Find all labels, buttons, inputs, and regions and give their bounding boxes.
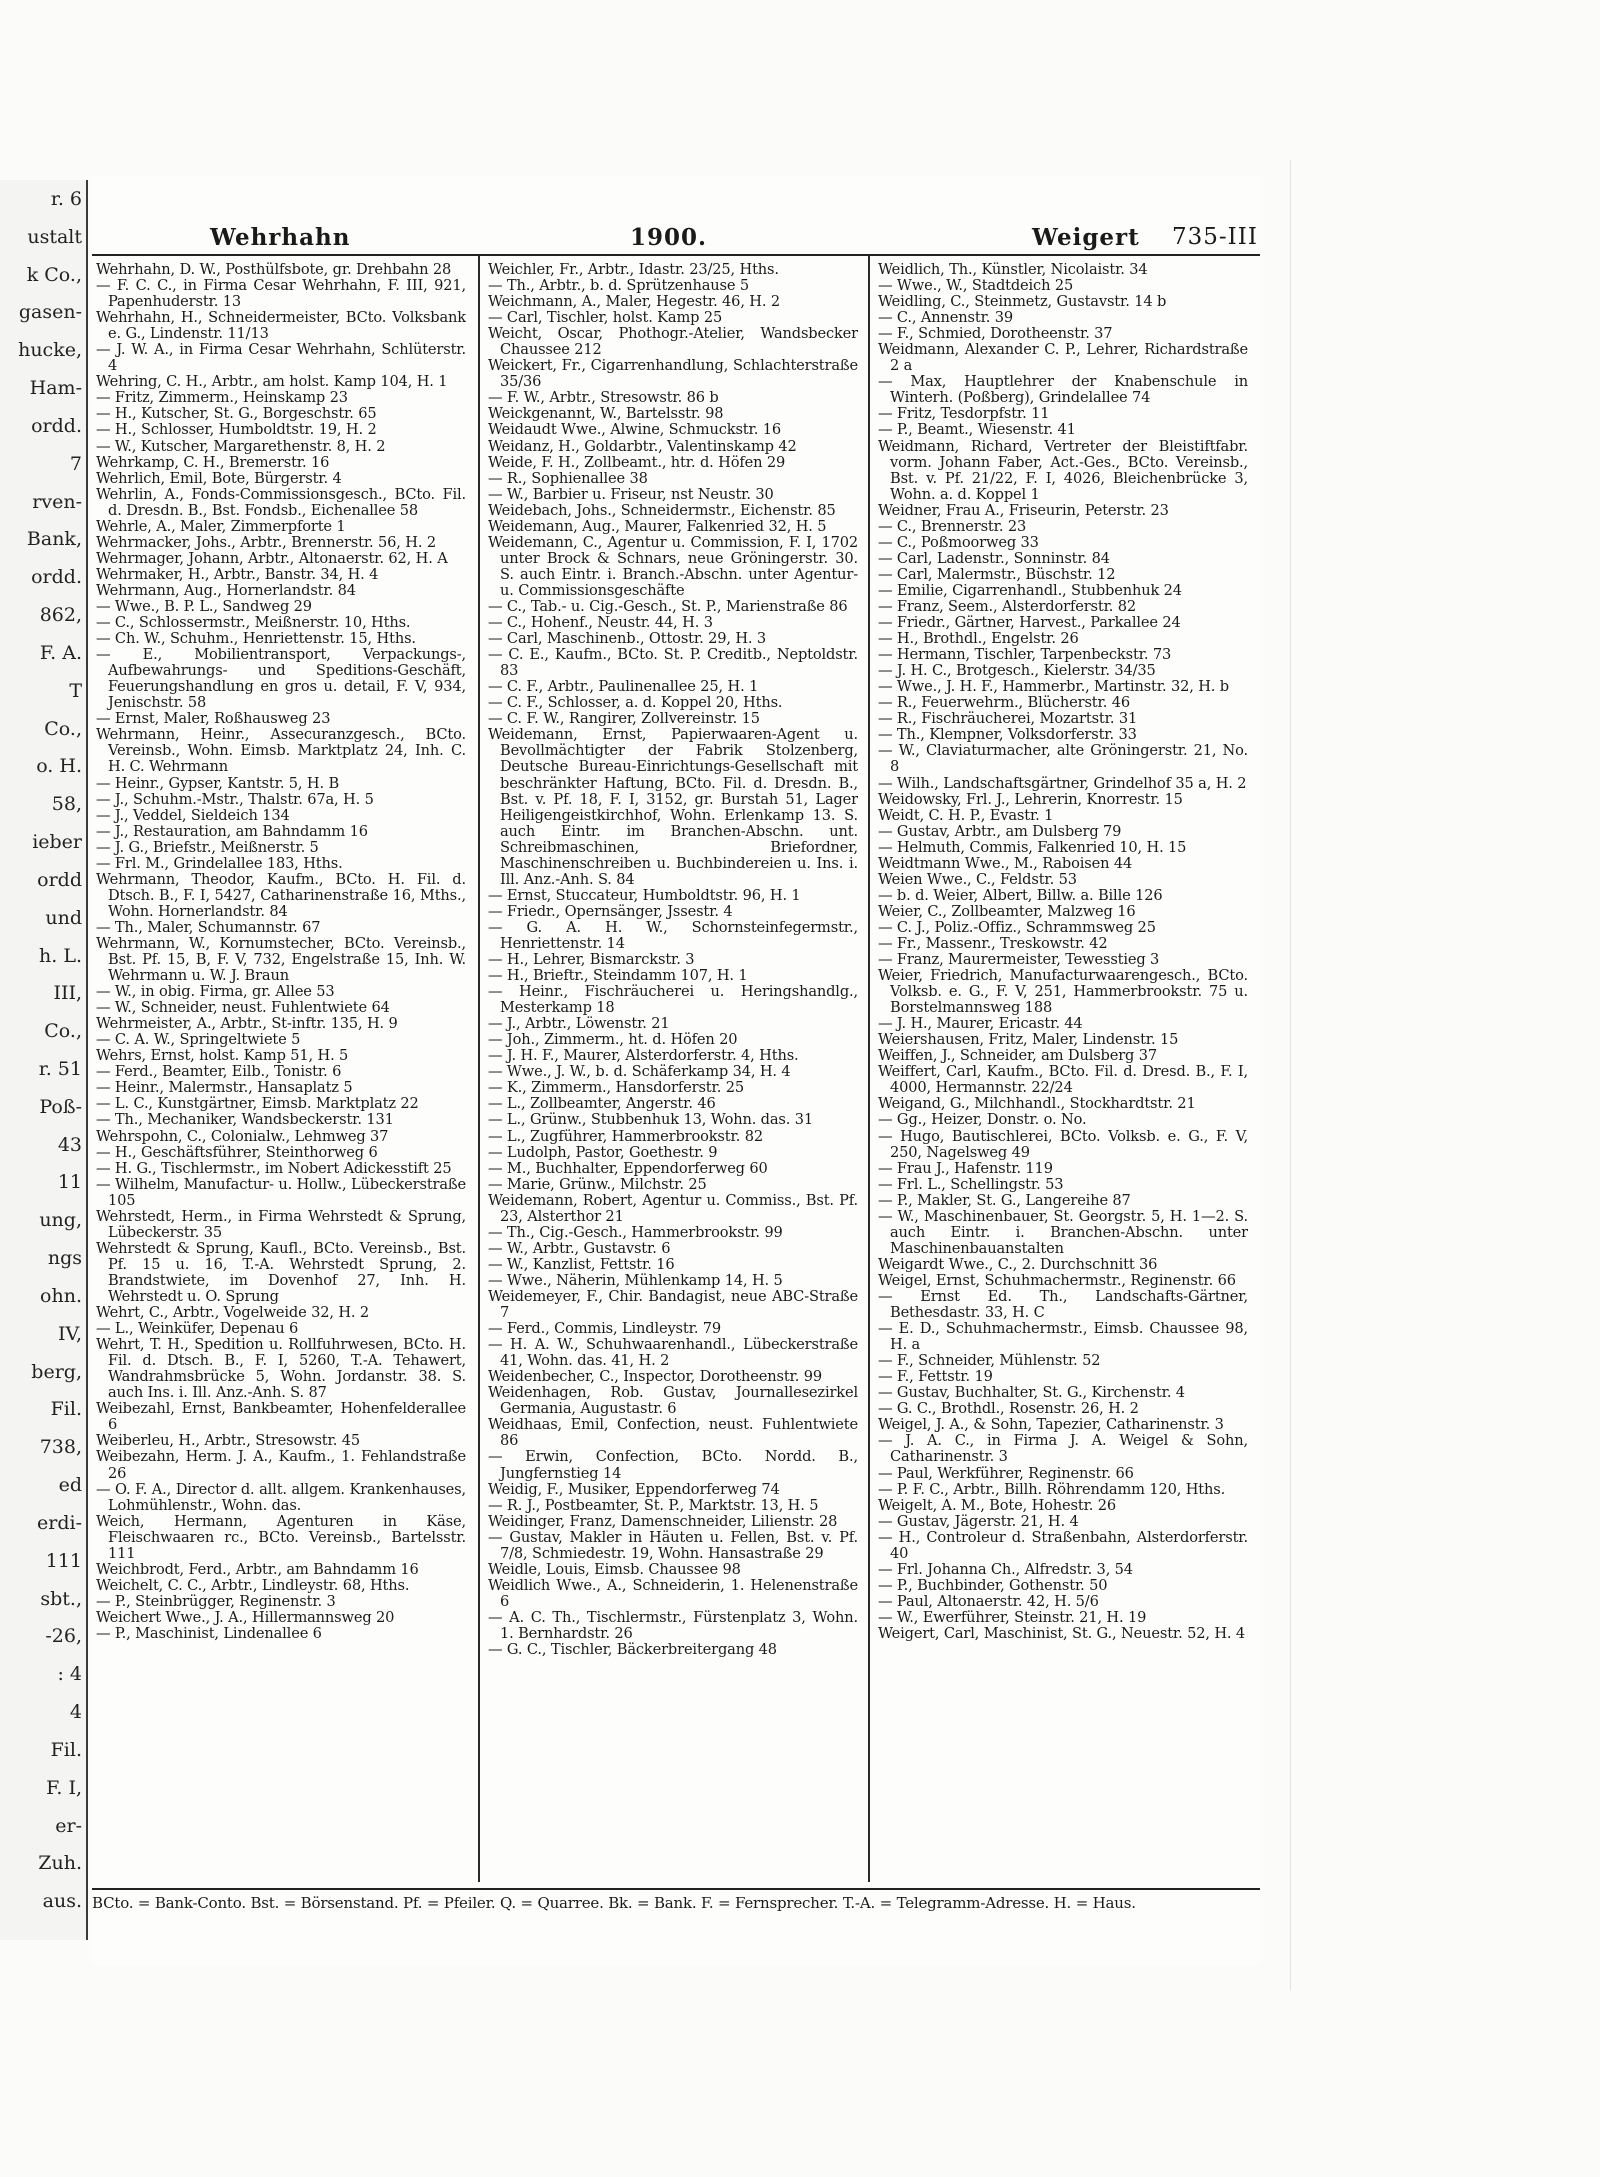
edge-fragment: Zuh.	[38, 1852, 82, 1874]
edge-fragment: ordd.	[31, 566, 82, 588]
column-rule	[868, 256, 870, 1882]
directory-entry: Weidt, C. H. P., Evastr. 1	[878, 806, 1054, 824]
edge-fragment: er-	[55, 1815, 82, 1837]
directory-entry: — H. A. W., Schuhwaarenhandl., Lübeckerstraße 41, Wohn. das. 41, H. 2	[488, 1336, 858, 1370]
directory-entry: — Heinr., Gypser, Kantstr. 5, H. B	[96, 774, 340, 792]
directory-entry: — Th., Klempner, Volksdorferstr. 33	[878, 726, 1137, 744]
directory-entry: — C., Tab.- u. Cig.-Gesch., St. P., Marienstraße 86	[488, 597, 848, 615]
directory-entry: — P. F. C., Arbtr., Billh. Röhrendamm 120, Hths.	[878, 1480, 1226, 1498]
directory-entry: — E., Mobilientransport, Verpackungs-, Aufbewahrungs- und Speditions-Geschäft, Feuerungshandlung en gros u. detail, F. V, 934, Jenischstr. 58	[96, 646, 466, 712]
edge-fragment: ngs	[47, 1247, 82, 1269]
directory-entry: — Franz, Seem., Alsterdorferstr. 82	[878, 597, 1137, 615]
directory-entry: — C., Schlossermstr., Meißnerstr. 10, Hths.	[96, 614, 411, 632]
directory-entry: — Friedr., Opernsänger, Jssestr. 4	[488, 902, 733, 920]
edge-fragment: ordd	[37, 869, 82, 891]
directory-entry: — Th., Mechaniker, Wandsbeckerstr. 131	[96, 1111, 394, 1129]
directory-entry: Weidtmann Wwe., M., Raboisen 44	[878, 854, 1133, 872]
directory-entry: — Frl. L., Schellingstr. 53	[878, 1175, 1064, 1193]
directory-entry: Weidinger, Franz, Damenschneider, Lilienstr. 28	[488, 1512, 838, 1530]
directory-entry: Wehrmeister, A., Arbtr., St-inftr. 135, H. 9	[96, 1015, 398, 1033]
edge-fragment: Bank,	[26, 528, 82, 550]
directory-entry: — Fritz, Tesdorpfstr. 11	[878, 405, 1050, 423]
edge-fragment: -26,	[45, 1625, 82, 1647]
directory-entry: — Th., Arbtr., b. d. Sprützenhause 5	[488, 277, 749, 295]
directory-entry: — L., Grünw., Stubbenhuk 13, Wohn. das. 31	[488, 1111, 814, 1129]
edge-fragment: 738,	[39, 1436, 82, 1458]
directory-entry: Weien Wwe., C., Feldstr. 53	[878, 870, 1077, 888]
directory-entry: — W., Schneider, neust. Fuhlentwiete 64	[96, 999, 390, 1017]
directory-entry: — Marie, Grünw., Milchstr. 25	[488, 1175, 707, 1193]
directory-entry: — Frau J., Hafenstr. 119	[878, 1159, 1053, 1177]
edge-fragment: erdi-	[37, 1512, 82, 1534]
directory-entry: Wehrt, C., Arbtr., Vogelweide 32, H. 2	[96, 1304, 370, 1322]
column-3	[878, 262, 1248, 1878]
directory-entry: — R., Feuerwehrm., Blücherstr. 46	[878, 694, 1130, 712]
directory-entry: Wehrmann, W., Kornumstecher, BCto. Vereinsb., Bst. Pf. 15, B, F. V, 732, Engelstraße 15, Inh. W. Wehrmann u. W. J. Braun	[96, 934, 466, 985]
directory-entry: Weidemann, Aug., Maurer, Falkenried 32, H. 5	[488, 517, 827, 535]
header-last-entry: Weigert	[1032, 224, 1140, 251]
directory-entry: — H., Lehrer, Bismarckstr. 3	[488, 951, 695, 969]
edge-fragment: und	[45, 907, 82, 929]
directory-entry: Weich, Hermann, Agenturen in Käse, Fleischwaaren rc., BCto. Vereinsb., Bartelsstr. 111	[96, 1512, 466, 1562]
directory-entry: — P., Maschinist, Lindenallee 6	[96, 1624, 322, 1642]
directory-entry: — Carl, Ladenstr., Sonninstr. 84	[878, 549, 1110, 567]
directory-page	[92, 176, 1260, 1966]
directory-entry: Weiffert, Carl, Kaufm., BCto. Fil. d. Dresd. B., F. I, 4000, Hermannstr. 22/24	[878, 1063, 1248, 1097]
directory-entry: Wehrhahn, H., Schneidermeister, BCto. Volksbank e. G., Lindenstr. 11/13	[96, 309, 466, 343]
column-2	[488, 262, 858, 1878]
directory-entry: — M., Buchhalter, Eppendorferweg 60	[488, 1159, 768, 1177]
directory-entry: Weiberleu, H., Arbtr., Stresowstr. 45	[96, 1432, 360, 1450]
directory-entry: — J., Schuhm.-Mstr., Thalstr. 67a, H. 5	[96, 790, 374, 808]
directory-entry: Weickgenannt, W., Bartelsstr. 98	[488, 405, 724, 423]
edge-fragment: aus.	[42, 1890, 82, 1912]
edge-fragment: F. I,	[46, 1777, 82, 1799]
directory-entry: Wehrlich, Emil, Bote, Bürgerstr. 4	[96, 469, 342, 487]
edge-fragment: Co.,	[44, 718, 82, 740]
directory-entry: — C. F., Arbtr., Paulinenallee 25, H. 1	[488, 678, 759, 696]
directory-entry: Weidner, Frau A., Friseurin, Peterstr. 23	[878, 501, 1169, 519]
directory-entry: Weibezahn, Herm. J. A., Kaufm., 1. Fehlandstraße 26	[96, 1448, 466, 1482]
directory-entry: Weibezahl, Ernst, Bankbeamter, Hohenfelderallee 6	[96, 1400, 466, 1434]
directory-entry: — Paul, Altonaerstr. 42, H. 5/6	[878, 1592, 1099, 1610]
directory-entry: Weier, Friedrich, Manufacturwaarengesch., BCto. Volksb. e. G., F. V, 251, Hammerbrookstr. 75 u. Borstelmannsweg 188	[878, 967, 1248, 1017]
edge-fragment: o. H.	[36, 755, 82, 777]
directory-entry: — C. F. W., Rangirer, Zollvereinstr. 15	[488, 710, 760, 728]
directory-entry: — Fr., Massenr., Treskowstr. 42	[878, 934, 1108, 952]
directory-entry: — L., Zollbeamter, Angerstr. 46	[488, 1095, 716, 1113]
directory-entry: Weidmann, Richard, Vertreter der Bleistiftfabr. vorm. Johann Faber, Act.-Ges., BCto. Vereinsb., Bst. v. Pf. 21/22, F. I, 4026, Bleichenbrücke 3, Wohn. a. d. Koppel 1	[878, 437, 1248, 503]
edge-fragment: 862,	[39, 604, 82, 626]
directory-entry: — R., Sophienallee 38	[488, 469, 648, 487]
edge-fragment: ordd.	[31, 415, 82, 437]
directory-entry: — F., Schmied, Dorotheenstr. 37	[878, 325, 1113, 343]
directory-entry: Weidle, Louis, Eimsb. Chaussee 98	[488, 1560, 741, 1578]
directory-entry: — G. C., Brothdl., Rosenstr. 26, H. 2	[878, 1400, 1139, 1418]
edge-fragment: 43	[57, 1134, 82, 1156]
directory-entry: — Franz, Maurermeister, Tewesstieg 3	[878, 951, 1160, 969]
directory-entry: Wehrt, T. H., Spedition u. Rollfuhrwesen, BCto. H. Fil. d. Dtsch. B., F. I, 5260, T.-A. Tehawert, Wandrahmsbrücke 5, Wohn. Jordanstr. 38. S. auch Ins. i. Ill. Anz.-Anh. S. 87	[96, 1336, 466, 1402]
directory-entry: — H., Controleur d. Straßenbahn, Alsterdorferstr. 40	[878, 1528, 1248, 1562]
directory-entry: — b. d. Weier, Albert, Billw. a. Bille 126	[878, 886, 1163, 904]
directory-entry: — C., Poßmoorweg 33	[878, 533, 1039, 551]
edge-fragment: r. 6	[50, 188, 82, 210]
directory-entry: — P., Beamt., Wiesenstr. 41	[878, 421, 1076, 439]
directory-entry: Weicht, Oscar, Phothogr.-Atelier, Wandsbecker Chaussee 212	[488, 325, 858, 359]
directory-entry: — W., in obig. Firma, gr. Allee 53	[96, 983, 335, 1001]
directory-entry: Wehrmager, Johann, Arbtr., Altonaerstr. 62, H. A	[96, 549, 448, 567]
directory-entry: Weidaudt Wwe., Alwine, Schmuckstr. 16	[488, 421, 781, 439]
directory-entry: Weidig, F., Musiker, Eppendorferweg 74	[488, 1480, 780, 1498]
directory-entry: — H., Brothdl., Engelstr. 26	[878, 630, 1079, 648]
directory-entry: — E. D., Schuhmachermstr., Eimsb. Chaussee 98, H. a	[878, 1320, 1248, 1354]
directory-entry: Wehrmaker, H., Arbtr., Banstr. 34, H. 4	[96, 565, 379, 583]
directory-entry: — Wwe., J. H. F., Hammerbr., Martinstr. 32, H. b	[878, 678, 1229, 696]
directory-entry: Wehrhahn, D. W., Posthülfsbote, gr. Drehbahn 28	[96, 262, 452, 278]
directory-entry: — H., Schlosser, Humboldtstr. 19, H. 2	[96, 421, 377, 439]
directory-entry: — Friedr., Gärtner, Harvest., Parkallee 24	[878, 614, 1181, 632]
directory-entry: Weiershausen, Fritz, Maler, Lindenstr. 15	[878, 1031, 1179, 1049]
directory-entry: — L. C., Kunstgärtner, Eimsb. Marktplatz 22	[96, 1095, 419, 1113]
directory-entry: — H., Geschäftsführer, Steinthorweg 6	[96, 1143, 378, 1161]
edge-fragment: ieber	[32, 831, 82, 853]
directory-entry: — Wwe., J. W., b. d. Schäferkamp 34, H. 4	[488, 1063, 791, 1081]
directory-entry: Weidowsky, Frl. J., Lehrerin, Knorrestr. 15	[878, 790, 1183, 808]
directory-entry: — W., Kanzlist, Fettstr. 16	[488, 1255, 675, 1273]
page-header	[92, 226, 1260, 256]
directory-entry: Wehrmann, Theodor, Kaufm., BCto. H. Fil. d. Dtsch. B., F. I, 5427, Catharinenstraße 16, Mths., Wohn. Hornerlandstr. 84	[96, 870, 466, 920]
directory-entry: — Gustav, Arbtr., am Dulsberg 79	[878, 822, 1122, 840]
edge-fragment: : 4	[57, 1663, 82, 1685]
directory-entry: Weichmann, A., Maler, Hegestr. 46, H. 2	[488, 293, 780, 311]
directory-entry: — Ernst Ed. Th., Landschafts-Gärtner, Bethesdastr. 33, H. C	[878, 1288, 1248, 1322]
directory-entry: — Emilie, Cigarrenhandl., Stubbenhuk 24	[878, 581, 1182, 599]
directory-entry: Weidlich, Th., Künstler, Nicolaistr. 34	[878, 262, 1148, 278]
directory-entry: — O. F. A., Director d. allt. allgem. Krankenhauses, Lohmühlenstr., Wohn. das.	[96, 1480, 466, 1514]
edge-fragment: rven-	[32, 491, 82, 513]
directory-entry: — P., Buchbinder, Gothenstr. 50	[878, 1576, 1108, 1594]
directory-entry: Weigardt Wwe., C., 2. Durchschnitt 36	[878, 1255, 1158, 1273]
directory-entry: Weidenbecher, C., Inspector, Dorotheenstr. 99	[488, 1368, 823, 1386]
edge-fragment: k Co.,	[26, 264, 82, 286]
directory-entry: — C. E., Kaufm., BCto. St. P. Creditb., Neptoldstr. 83	[488, 646, 858, 680]
edge-fragment: ohn.	[40, 1285, 82, 1307]
directory-entry: — C., Brennerstr. 23	[878, 517, 1027, 535]
previous-page-edge	[0, 180, 88, 1940]
directory-entry: — Ernst, Stuccateur, Humboldtstr. 96, H. 1	[488, 886, 801, 904]
directory-entry: — F., Fettstr. 19	[878, 1368, 993, 1386]
directory-entry: Weidemann, C., Agentur u. Commission, F. I, 1702 unter Brock & Schnars, neue Gröningerstr. 30. S. auch Eintr. i. Branch.-Abschn. unter Agentur- u. Commissionsgeschäfte	[488, 533, 858, 599]
directory-entry: Weigert, Carl, Maschinist, St. G., Neuestr. 52, H. 4	[878, 1624, 1246, 1642]
directory-entry: Weichert Wwe., J. A., Hillermannsweg 20	[96, 1608, 395, 1626]
directory-entry: Weichler, Fr., Arbtr., Idastr. 23/25, Hths.	[488, 262, 779, 278]
column-rule	[478, 256, 480, 1882]
directory-entry: — F. C. C., in Firma Cesar Wehrhahn, F. III, 921, Papenhuderstr. 13	[96, 277, 466, 311]
directory-entry: — Joh., Zimmerm., ht. d. Höfen 20	[488, 1031, 738, 1049]
directory-entry: — W., Maschinenbauer, St. Georgstr. 5, H. 1—2. S. auch Eintr. i. Branchen-Abschn. unter Maschinenbauanstalten	[878, 1207, 1248, 1257]
directory-entry: Weiffen, J., Schneider, am Dulsberg 37	[878, 1047, 1158, 1065]
edge-fragment: hucke,	[18, 339, 82, 361]
directory-entry: — J., Arbtr., Löwenstr. 21	[488, 1015, 670, 1033]
directory-entry: — H. G., Tischlermstr., im Nobert Adickesstift 25	[96, 1159, 452, 1177]
directory-entry: Wehrkamp, C. H., Bremerstr. 16	[96, 453, 330, 471]
edge-fragment: 7	[69, 453, 82, 475]
directory-entry: — J. W. A., in Firma Cesar Wehrhahn, Schlüterstr. 4	[96, 341, 466, 375]
directory-entry: — A. C. Th., Tischlermstr., Fürstenplatz 3, Wohn. 1. Bernhardstr. 26	[488, 1608, 858, 1642]
directory-entry: Weickert, Fr., Cigarrenhandlung, Schlachterstraße 35/36	[488, 357, 858, 391]
directory-entry: Weidebach, Johs., Schneidermstr., Eichenstr. 85	[488, 501, 836, 519]
directory-entry: — W., Claviaturmacher, alte Gröningerstr. 21, No. 8	[878, 742, 1248, 776]
directory-entry: Wehrlin, A., Fonds-Commissionsgesch., BCto. Fil. d. Dresdn. B., Bst. Fondsb., Eichenallee 58	[96, 485, 466, 519]
directory-entry: — J., Restauration, am Bahndamm 16	[96, 822, 368, 840]
directory-entry: — Wwe., B. P. L., Sandweg 29	[96, 597, 312, 615]
directory-entry: — Frl. Johanna Ch., Alfredstr. 3, 54	[878, 1560, 1133, 1578]
directory-entry: — R. J., Postbeamter, St. P., Marktstr. 13, H. 5	[488, 1496, 819, 1514]
directory-entry: Weidhaas, Emil, Confection, neust. Fuhlentwiete 86	[488, 1416, 858, 1450]
directory-entry: — Heinr., Fischräucherei u. Heringshandlg., Mesterkamp 18	[488, 983, 858, 1017]
directory-entry: — J. H., Maurer, Ericastr. 44	[878, 1015, 1083, 1033]
directory-entry: — L., Zugführer, Hammerbrookstr. 82	[488, 1127, 763, 1145]
directory-entry: — Wwe., W., Stadtdeich 25	[878, 277, 1074, 295]
directory-entry: — J. H. C., Brotgesch., Kielerstr. 34/35	[878, 662, 1156, 680]
directory-entry: — W., Ewerführer, Steinstr. 21, H. 19	[878, 1608, 1147, 1626]
directory-entry: Weidemann, Robert, Agentur u. Commiss., Bst. Pf. 23, Alsterthor 21	[488, 1191, 858, 1225]
edge-fragment: III,	[53, 982, 82, 1004]
directory-entry: — Ferd., Beamter, Eilb., Tonistr. 6	[96, 1063, 342, 1081]
directory-entry: — G. A. H. W., Schornsteinfegermstr., Henriettenstr. 14	[488, 918, 858, 952]
directory-entry: — Hugo, Bautischlerei, BCto. Volksb. e. G., F. V, 250, Nagelsweg 49	[878, 1127, 1248, 1161]
directory-entry: — Helmuth, Commis, Falkenried 10, H. 15	[878, 838, 1187, 856]
directory-entry: — L., Weinküfer, Depenau 6	[96, 1320, 299, 1338]
directory-entry: Wehrstedt, Herm., in Firma Wehrstedt & Sprung, Lübeckerstr. 35	[96, 1207, 466, 1241]
directory-entry: — Paul, Werkführer, Reginenstr. 66	[878, 1464, 1134, 1482]
directory-entry: Wehring, C. H., Arbtr., am holst. Kamp 104, H. 1	[96, 373, 448, 391]
directory-entry: — Wwe., Näherin, Mühlenkamp 14, H. 5	[488, 1271, 783, 1289]
directory-entry: — Gustav, Jägerstr. 21, H. 4	[878, 1512, 1079, 1530]
directory-entry: — Th., Cig.-Gesch., Hammerbrookstr. 99	[488, 1223, 783, 1241]
directory-entry: — Gg., Heizer, Donstr. o. No.	[878, 1111, 1087, 1129]
edge-fragment: Co.,	[44, 1020, 82, 1042]
abbreviation-footer: BCto. = Bank-Conto. Bst. = Börsenstand. Pf. = Pfeiler. Q. = Quarree. Bk. = Bank. F. = Fernsprecher. T.-A. = Telegramm-Adresse. H. = Haus.	[92, 1888, 1260, 1912]
directory-entry: Weidlich Wwe., A., Schneiderin, 1. Helenenstraße 6	[488, 1576, 858, 1610]
directory-entry: — W., Kutscher, Margarethenstr. 8, H. 2	[96, 437, 386, 455]
edge-fragment: 58,	[51, 793, 82, 815]
directory-entry: — Wilhelm, Manufactur- u. Hollw., Lübeckerstraße 105	[96, 1175, 466, 1209]
page-number: 735-III	[1172, 224, 1258, 250]
directory-entry: — F., Schneider, Mühlenstr. 52	[878, 1352, 1101, 1370]
header-first-entry: Wehrhahn	[210, 224, 351, 251]
directory-entry: — K., Zimmerm., Hansdorferstr. 25	[488, 1079, 744, 1097]
directory-entry: Wehrle, A., Maler, Zimmerpforte 1	[96, 517, 346, 535]
directory-entry: Weier, C., Zollbeamter, Malzweg 16	[878, 902, 1136, 920]
directory-entry: Weichbrodt, Ferd., Arbtr., am Bahndamm 16	[96, 1560, 419, 1578]
directory-entry: Weidling, C., Steinmetz, Gustavstr. 14 b	[878, 293, 1167, 311]
directory-entry: — C. F., Schlosser, a. d. Koppel 20, Hths.	[488, 694, 783, 712]
directory-entry: — Gustav, Buchhalter, St. G., Kirchenstr. 4	[878, 1384, 1185, 1402]
edge-fragment: F. A.	[39, 642, 82, 664]
directory-entry: Weichelt, C. C., Arbtr., Lindleystr. 68, Hths.	[96, 1576, 410, 1594]
edge-fragment: r. 51	[38, 1058, 82, 1080]
edge-fragment: sbt.,	[40, 1588, 82, 1610]
directory-entry: Wehrmann, Heinr., Assecuranzgesch., BCto. Vereinsb., Wohn. Eimsb. Marktplatz 24, Inh. C. H. C. Wehrmann	[96, 726, 466, 776]
edge-fragment: Ham-	[29, 377, 82, 399]
directory-entry: — C. J., Poliz.-Offiz., Schrammsweg 25	[878, 918, 1156, 936]
directory-entry: Wehrstedt & Sprung, Kaufl., BCto. Vereinsb., Bst. Pf. 15 u. 16, T.-A. Wehrstedt Sprung, 2. Brandstwiete, im Dovenhof 27, Inh. H. Wehrstedt u. O. Sprung	[96, 1239, 466, 1305]
directory-entry: — R., Fischräucherei, Mozartstr. 31	[878, 710, 1138, 728]
directory-entry: — Fritz, Zimmerm., Heinskamp 23	[96, 389, 348, 407]
directory-entry: — Ernst, Maler, Roßhausweg 23	[96, 710, 331, 728]
edge-fragment: berg,	[31, 1361, 82, 1383]
directory-entry: Wehrspohn, C., Colonialw., Lehmweg 37	[96, 1127, 389, 1145]
directory-entry: — F. W., Arbtr., Stresowstr. 86 b	[488, 389, 719, 407]
directory-entry: Weidemeyer, F., Chir. Bandagist, neue ABC-Straße 7	[488, 1288, 858, 1322]
directory-entry: — Ludolph, Pastor, Goethestr. 9	[488, 1143, 718, 1161]
directory-entry: — Hermann, Tischler, Tarpenbeckstr. 73	[878, 646, 1172, 664]
directory-entry: — Wilh., Landschaftsgärtner, Grindelhof 35 a, H. 2	[878, 774, 1247, 792]
directory-entry: — J. G., Briefstr., Meißnerstr. 5	[96, 838, 319, 856]
directory-entry: — Ch. W., Schuhm., Henriettenstr. 15, Hths.	[96, 630, 416, 648]
directory-entry: — Heinr., Malermstr., Hansaplatz 5	[96, 1079, 353, 1097]
edge-fragment: 4	[69, 1701, 82, 1723]
edge-fragment: gasen-	[18, 301, 82, 323]
directory-entry: — Max, Hauptlehrer der Knabenschule in Winterh. (Poßberg), Grindelallee 74	[878, 373, 1248, 407]
directory-entry: Wehrmann, Aug., Hornerlandstr. 84	[96, 581, 356, 599]
directory-entry: — P., Makler, St. G., Langereihe 87	[878, 1191, 1131, 1209]
directory-entry: Weidmann, Alexander C. P., Lehrer, Richardstraße 2 a	[878, 341, 1248, 375]
edge-fragment: 111	[45, 1550, 82, 1572]
directory-entry: — W., Barbier u. Friseur, nst Neustr. 30	[488, 485, 774, 503]
directory-entry: Wehrmacker, Johs., Arbtr., Brennerstr. 56, H. 2	[96, 533, 436, 551]
directory-entry: Weigel, J. A., & Sohn, Tapezier, Catharinenstr. 3	[878, 1416, 1224, 1434]
directory-entry: — Erwin, Confection, BCto. Nordd. B., Jungfernstieg 14	[488, 1448, 858, 1482]
directory-entry: — J. A. C., in Firma J. A. Weigel & Sohn, Catharinenstr. 3	[878, 1432, 1248, 1466]
directory-entry: Weidemann, Ernst, Papierwaaren-Agent u. Bevollmächtigter der Fabrik Stolzenberg, Deutsche Bureau-Einrichtungs-Gesellschaft mit beschränkter Haftung, BCto. Fil. d. Dresdn. B., Bst. v. Pf. 18, F. I, 3152, gr. Burstah 51, Lager Heiligengeistkirchhof, Wohn. Erlenkamp 13. S. auch Eintr. im Branchen-Abschn. unt. Schreibmaschinen, Briefordner, Maschinenschreiben u. Buchbindereien u. Ins. i. Ill. Anz.-Anh. S. 84	[488, 726, 858, 888]
directory-entry: — Carl, Malermstr., Büschstr. 12	[878, 565, 1116, 583]
column-1	[96, 262, 466, 1878]
edge-fragment: T	[69, 680, 82, 702]
edge-fragment: IV,	[58, 1323, 82, 1345]
directory-entry: — J. H. F., Maurer, Alsterdorferstr. 4, Hths.	[488, 1047, 799, 1065]
directory-entry: Weigand, G., Milchhandl., Stockhardtstr. 21	[878, 1095, 1196, 1113]
directory-entry: — J., Veddel, Sieldeich 134	[96, 806, 290, 824]
edge-fragment: ustalt	[27, 226, 82, 248]
directory-entry: — W., Arbtr., Gustavstr. 6	[488, 1239, 671, 1257]
edge-fragment: Fil.	[50, 1398, 82, 1420]
directory-entry: Weide, F. H., Zollbeamt., htr. d. Höfen 29	[488, 453, 786, 471]
directory-entry: — G. C., Tischler, Bäckerbreitergang 48	[488, 1641, 777, 1659]
directory-entry: Weidenhagen, Rob. Gustav, Journallesezirkel Germania, Augustastr. 6	[488, 1384, 858, 1418]
directory-entry: — C., Hohenf., Neustr. 44, H. 3	[488, 614, 713, 632]
edge-fragment: h. L.	[39, 945, 82, 967]
directory-entry: — C. A. W., Springeltwiete 5	[96, 1031, 301, 1049]
directory-entry: Weidanz, H., Goldarbtr., Valentinskamp 42	[488, 437, 797, 455]
directory-entry: — Frl. M., Grindelallee 183, Hths.	[96, 854, 343, 872]
directory-entry: Weigelt, A. M., Bote, Hohestr. 26	[878, 1496, 1117, 1514]
edge-fragment: ed	[58, 1474, 82, 1496]
directory-entry: — H., Kutscher, St. G., Borgeschstr. 65	[96, 405, 377, 423]
directory-entry: — H., Brieftr., Steindamm 107, H. 1	[488, 967, 748, 985]
edge-fragment: 11	[57, 1171, 82, 1193]
directory-entry: Wehrs, Ernst, holst. Kamp 51, H. 5	[96, 1047, 349, 1065]
directory-entry: — Gustav, Makler in Häuten u. Fellen, Bst. v. Pf. 7/8, Schmiedestr. 19, Wohn. Hansastraße 29	[488, 1528, 858, 1562]
directory-entry: — Carl, Tischler, holst. Kamp 25	[488, 309, 723, 327]
edge-fragment: ung,	[39, 1209, 82, 1231]
edge-fragment: Poß-	[39, 1096, 82, 1118]
directory-entry: Weigel, Ernst, Schuhmachermstr., Reginenstr. 66	[878, 1271, 1236, 1289]
directory-entry: — Th., Maler, Schumannstr. 67	[96, 918, 321, 936]
header-year: 1900.	[630, 224, 708, 251]
directory-entry: — Ferd., Commis, Lindleystr. 79	[488, 1320, 722, 1338]
directory-entry: — P., Steinbrügger, Reginenstr. 3	[96, 1592, 336, 1610]
directory-entry: — Carl, Maschinenb., Ottostr. 29, H. 3	[488, 630, 767, 648]
edge-fragment: Fil.	[50, 1739, 82, 1761]
directory-entry: — C., Annenstr. 39	[878, 309, 1014, 327]
